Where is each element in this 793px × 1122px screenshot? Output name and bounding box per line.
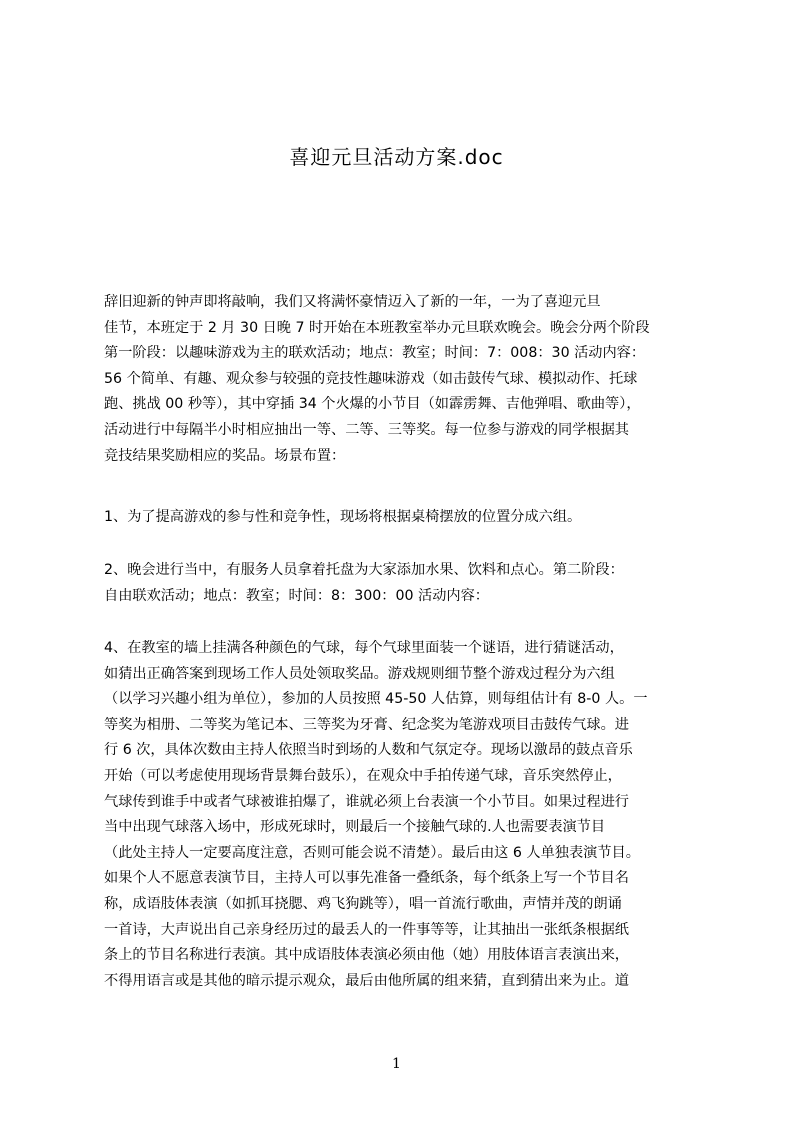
- paragraph-4: [104, 636, 704, 994]
- text-line: 行 6 次，具体次数由主持人依照当时到场的人数和气氛定夺。现场以激昂的鼓点音乐: [104, 742, 633, 759]
- text-line: 竞技结果奖励相应的奖品。场景布置：: [104, 447, 346, 464]
- paragraph-1: [104, 290, 704, 469]
- text-line: （此处主持人一定要高度注意，否则可能会说不清楚）。最后由这 6 人单独表演节目。: [104, 844, 640, 861]
- text-line: 条上的节目名称进行表演。其中成语肢体表演必须由他（她）用肢体语言表演出来，: [104, 947, 629, 964]
- paragraph-2: [104, 505, 704, 531]
- text-line: 如猜出正确答案到现场工作人员处领取奖品。游戏规则细节整个游戏过程分为六组: [104, 665, 615, 682]
- page-number: 1: [392, 1056, 401, 1072]
- text-line: 跑、挑战 00 秒等），其中穿插 34 个火爆的小节目（如霹雳舞、吉他弹唱、歌曲等），: [104, 396, 641, 413]
- text-line: 不得用语言或是其他的暗示提示观众，最后由他所属的组来猜，直到猜出来为止。道: [104, 972, 629, 989]
- document-title: 喜迎元旦活动方案.doc: [289, 145, 504, 169]
- text-line: （以学习兴趣小组为单位），参加的人员按照 45-50 人估算，则每组估计有 8-0 人。一: [104, 691, 648, 708]
- paragraph-3: [104, 558, 704, 609]
- text-line: 自由联欢活动；地点：教室；时间：8：300：00 活动内容：: [104, 587, 489, 604]
- text-line: 佳节，本班定于 2 月 30 日晚 7 时开始在本班教室举办元旦联欢晚会。晚会分两个阶段: [104, 319, 650, 336]
- text-line: 一首诗，大声说出自己亲身经历过的最丢人的一件事等等，让其抽出一张纸条根据纸: [104, 921, 629, 938]
- text-line: 如果个人不愿意表演节目，主持人可以事先准备一叠纸条，每个纸条上写一个节目名: [104, 870, 629, 887]
- text-line: 气球传到谁手中或者气球被谁拍爆了，谁就必须上台表演一个小节目。如果过程进行: [104, 793, 629, 810]
- text-line: 称，成语肢体表演（如抓耳挠腮、鸡飞狗跳等），唱一首流行歌曲，声情并茂的朗诵: [104, 895, 622, 912]
- text-line: 1、为了提高游戏的参与性和竞争性，现场将根据桌椅摆放的位置分成六组。: [104, 509, 582, 525]
- text-line: 辞旧迎新的钟声即将敲响，我们又将满怀豪情迈入了新的一年，一为了喜迎元旦: [104, 294, 601, 310]
- text-line: 56 个简单、有趣、观众参与较强的竞技性趣味游戏（如击鼓传气球、模拟动作、托球: [104, 370, 638, 387]
- text-line: 4、在教室的墙上挂满各种颜色的气球，每个气球里面装一个谜语，进行猜谜活动，: [104, 640, 624, 656]
- text-line: 2、晚会进行当中，有服务人员拿着托盘为大家添加水果、饮料和点心。第二阶段：: [104, 562, 624, 578]
- text-line: 等奖为相册、二等奖为笔记本、三等奖为牙膏、纪念奖为笔游戏项目击鼓传气球。进: [104, 716, 629, 733]
- text-line: 第一阶段：以趣味游戏为主的联欢活动；地点：教室；时间：7：008：30 活动内容：: [104, 345, 646, 362]
- text-line: 活动进行中每隔半小时相应抽出一等、二等、三等奖。每一位参与游戏的同学根据其: [104, 421, 629, 438]
- text-line: 开始（可以考虑使用现场背景舞台鼓乐），在观众中手拍传递气球，音乐突然停止，: [104, 767, 622, 784]
- text-line: 当中出现气球落入场中，形成死球时，则最后一个接触气球的.人也需要表演节目: [104, 819, 606, 836]
